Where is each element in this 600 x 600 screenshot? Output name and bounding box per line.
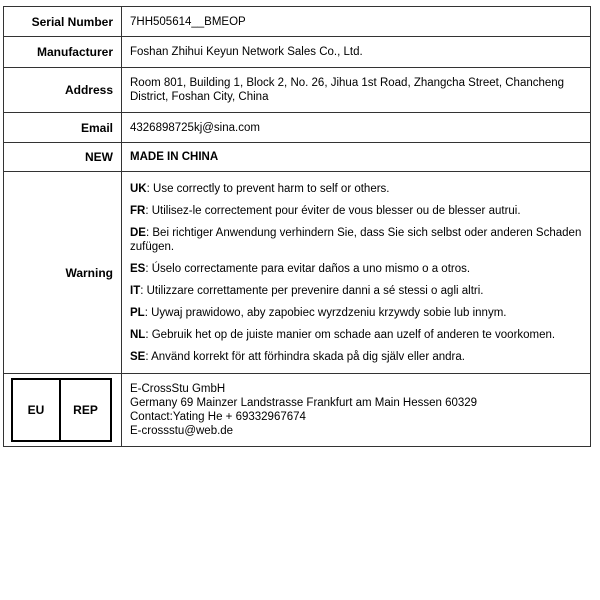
warning-line-uk xyxy=(130,182,582,196)
warning-line-it xyxy=(130,284,582,298)
eu-rep-company: E-CrossStu GmbH xyxy=(130,383,226,395)
serial-number-label: Serial Number xyxy=(4,7,122,37)
warning-code-uk: UK xyxy=(130,182,147,195)
warning-line-fr xyxy=(130,204,582,218)
warning-text-it: : Utilizzare correttamente per prevenire danni a sé stessi o agli altri. xyxy=(140,284,484,297)
warning-code-fr: FR xyxy=(130,204,146,217)
eu-rep-eu-text: EU xyxy=(27,403,45,417)
address-label: Address xyxy=(4,68,122,113)
email-value: 4326898725kj@sina.com xyxy=(122,113,591,143)
eu-rep-address: Germany 69 Mainzer Landstrasse Frankfurt am Main Hessen 60329 xyxy=(130,397,478,409)
new-row xyxy=(4,143,591,172)
warning-code-it: IT xyxy=(130,284,141,297)
warning-code-nl: NL xyxy=(130,328,146,341)
eu-rep-rep-text: REP xyxy=(73,403,98,417)
warning-text-fr: : Utilisez-le correctement pour éviter de vous blesser ou de blesser autrui. xyxy=(145,204,521,217)
eu-rep-contact: Contact:Yating He + 69332967674 xyxy=(130,411,306,423)
made-in-china-text: MADE IN CHINA xyxy=(122,143,591,172)
warning-code-pl: PL xyxy=(130,306,145,319)
warning-list xyxy=(130,178,582,368)
eu-rep-email: E-crossstu@web.de xyxy=(130,425,234,437)
manufacturer-label: Manufacturer xyxy=(4,37,122,68)
eu-rep-symbol xyxy=(11,378,112,442)
warning-line-es xyxy=(130,262,582,276)
warning-line-pl xyxy=(130,306,582,320)
warning-line-nl xyxy=(130,328,582,342)
warning-text-nl: : Gebruik het op de juiste manier om schade aan uzelf of anderen te voorkomen. xyxy=(145,328,556,341)
serial-number-row xyxy=(4,7,591,37)
warning-line-de xyxy=(130,226,582,254)
warning-line-se xyxy=(130,350,582,364)
eu-rep-symbol-cell xyxy=(4,374,122,447)
warning-text-es: : Úselo correctamente para evitar daños a uno mismo o a otros. xyxy=(145,262,471,275)
warning-row xyxy=(4,172,591,374)
warning-text-de: : Bei richtiger Anwendung verhindern Sie, dass Sie sich selbst oder anderen Schaden zufügen. xyxy=(130,226,582,253)
serial-number-value: 7HH505614__BMEOP xyxy=(122,7,591,37)
product-label-table xyxy=(3,6,591,447)
manufacturer-value: Foshan Zhihui Keyun Network Sales Co., Ltd. xyxy=(122,37,591,68)
warning-code-se: SE xyxy=(130,350,146,363)
address-value: Room 801, Building 1, Block 2, No. 26, Jihua 1st Road, Zhangcha Street, Chancheng District, Foshan City, China xyxy=(122,68,591,113)
warning-text-uk: : Use correctly to prevent harm to self or others. xyxy=(146,182,390,195)
eu-rep-lines xyxy=(130,382,582,438)
warning-code-es: ES xyxy=(130,262,146,275)
email-label: Email xyxy=(4,113,122,143)
warning-content xyxy=(122,172,591,374)
warning-label: Warning xyxy=(4,172,122,374)
eu-rep-row xyxy=(4,374,591,447)
warning-code-de: DE xyxy=(130,226,146,239)
address-row xyxy=(4,68,591,113)
manufacturer-row xyxy=(4,37,591,68)
email-row xyxy=(4,113,591,143)
eu-rep-details xyxy=(122,374,591,447)
warning-text-pl: : Uywaj prawidowo, aby zapobiec wyrzdzeniu krzywdy sobie lub innym. xyxy=(144,306,507,319)
new-label: NEW xyxy=(4,143,122,172)
warning-text-se: : Använd korrekt för att förhindra skada på dig själv eller andra. xyxy=(145,350,465,363)
